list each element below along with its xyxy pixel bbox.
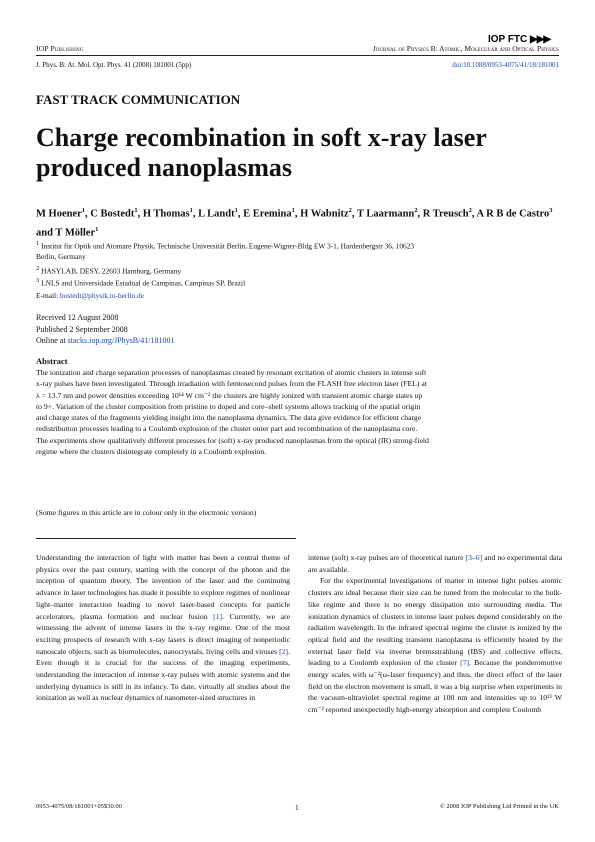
body-text: intense (soft) x-ray pulses are of theoretical nature [308,553,466,562]
journal-name: Journal of Physics B: Atomic, Molecular and Optical Physics [372,44,559,53]
publisher-name: IOP Publishing [36,44,84,53]
footer-issn: 0953-4075/08/181001+05$30.00 [36,803,122,810]
author: E Eremina [243,208,292,220]
author: A R B de Castro [476,208,550,220]
author-affiliation-mark: 2 [348,207,352,214]
body-text: and no experimental data are available. [308,553,562,574]
author-affiliation-mark: 1 [95,225,99,233]
email-label: E-mail: [36,291,59,300]
author: H Thomas [142,208,190,220]
body-text: For the experimental investigations of matter in intense light pulses atomic clusters are ideal because their size can be tuned from the molecular to the bulk-like regime and there is no energy dissipation into surrounding media. The ionization dynamics of clusters in intense laser pulses depend considerably on the radiation wavelength. In the infrared spectral regime the cluster is ionized by the optical field and the resulting transient nanoplasma is efficiently heated by the external laser field via inverse bremsstrahlung (IBS) and collective effects, leading to a Coulomb explosion of the cluster [308,576,562,668]
reference-link[interactable]: [2] [279,646,289,656]
affiliation-3 [36,276,436,289]
body-column-left [36,552,290,704]
body-column-right [308,552,562,716]
affiliation-text: HASYLAB, DESY, 22603 Hamburg, Germany [41,266,182,276]
author: C Bostedt [90,208,135,220]
section-label: FAST TRACK COMMUNICATION [36,92,241,107]
footer-copyright: © 2008 IOP Publishing Ltd Printed in the UK [439,803,559,810]
received-date: Received 12 August 2008 [36,313,119,322]
doi-link[interactable]: doi:10.1088/0953-4075/41/18/181001 [452,61,559,69]
paragraph [308,552,562,575]
affiliation-number: 1 [36,240,40,247]
author: H Wabnitz [300,208,349,220]
author-list: M Hoener$^1$, C Bostedt$^1$, H Thomas$^1$, L Landt$^1$, E Eremina$^1$, H Wabnitz$^2$, T Laarmann$^2$, R Treusch$^2$, A R B de Castro$^3$ and T Möller$^1$ [36,207,553,238]
body-text: . Currently, we are witnessing the advent of intense lasers in the x-ray regime. One of the most exciting prospects of research with x-ray lasers is direct imaging of nonperiodic nanoscale objects, such as biomolecules, nanocrystals, living cells and viruses [36,611,291,656]
reference-link[interactable]: [1] [213,611,223,621]
header-rule [36,55,559,56]
author: T Möller [55,227,96,238]
affiliation-number: 3 [36,277,40,284]
abstract-text: The ionization and charge separation processes of nanoplasmas created by resonant excitation of atomic clusters in intense soft x-ray pulses have been investigated. Through irradiation with femtosecond pulses from the FLASH free electron laser (FEL) at λ = 13.7 nm and power densities exceeding 10¹⁴ W cm⁻² the clusters are highly ionized with transient atomic charge states up to 9+. Variation of the cluster composition from pristine to doped and core–shell systems allows tracking of the spatial origin and charge states of the fragments yielding insight into the nanoplasma dynamics. The data give evidence for efficient charge redistribution processes leading to a Coulomb explosion of the cluster outer part and recombination of the nanoplasma core. The experiments show qualitatively different processes for (soft) x-ray produced nanoplasmas from the optical (IR) strong-field regime where the clusters disintegrate completely in a Coulomb explosion. [36,368,429,457]
online-link[interactable]: stacks.iop.org/JPhysB/41/181001 [67,336,175,345]
logo-arrows-icon: ▶▶▶ [530,34,551,45]
author-affiliation-mark: 2 [414,207,418,214]
email-line [36,291,144,300]
affiliation-text: LNLS and Universidade Estadual de Campinas, Campinas SP, Brazil [41,278,246,288]
author-affiliation-mark: 1 [189,207,193,214]
author: L Landt [198,208,235,220]
author: T Laarmann [356,208,415,220]
abstract-heading: Abstract [36,356,68,366]
page-number: 1 [295,803,299,812]
online-line [36,336,175,345]
published-date: Published 2 September 2008 [36,325,128,334]
affiliation-number: 2 [36,265,40,272]
author: M Hoener [36,208,82,220]
author-affiliation-mark: 1 [234,207,238,214]
reference-link[interactable]: [7] [460,658,470,668]
logo-text: IOP FTC [488,34,528,45]
online-prefix: Online at [36,336,66,345]
affiliation-text: Institut für Optik und Atomare Physik, Technische Universität Berlin, Eugene-Wigner-Bldg EW 3-1, Hardenbergstr 36, 10623 Berlin, Germany [36,241,415,261]
citation: J. Phys. B: At. Mol. Opt. Phys. 41 (2008) 181001 (5pp) [36,61,192,69]
author-affiliation-mark: 1 [134,207,138,214]
author-affiliation-mark: 3 [549,207,553,214]
reference-link[interactable]: [3–6] [465,553,483,562]
section-rule [36,538,296,539]
affiliation-1 [36,239,436,262]
email-link[interactable]: bostedt@physik.tu-berlin.de [60,291,145,300]
colour-note: (Some figures in this article are in colour only in the electronic version) [36,508,257,517]
author: R Treusch [422,208,469,220]
author-affiliation-mark: 2 [468,207,472,214]
body-text: . Even though it is crucial for the success of the imaging experiments, understanding the interaction of intense x-ray pulses with atomic systems and the underlying dynamics is still in its infancy. To date, virtually all studies about the ionization as well as nuclear dynamics of nanometer-sized structures in [36,646,290,703]
paragraph [308,575,562,715]
paper-title: Charge recombination in soft x-ray laser produced nanoplasmas [36,123,487,182]
body-text: Understanding the interaction of light with matter has been a central theme of physics over the past century, starting with the concept of the photon and the inception of quantum theory. The invention of the laser and the continuing advance in laser technologies has made it possible to explore regimes of nonlinear light–matter interaction leading to novel laser-based concepts for particle accelerators, plasma formation and nuclear fusion [36,553,290,621]
author-affiliation-mark: 1 [291,207,295,214]
author-affiliation-mark: 1 [81,207,86,214]
paragraph [36,552,290,704]
body-text: . Because the ponderomotive energy scales with ω⁻²(ω-laser frequency) and thus, the direct effect of the laser field on the electron movement is small, it was a big surprise when experiments in the vacuum-ultraviolet spectral regime at 100 nm and intensities up to 10¹³ W cm⁻² reported unexpectedly high-energy absorption and complete Coulomb [308,658,563,715]
